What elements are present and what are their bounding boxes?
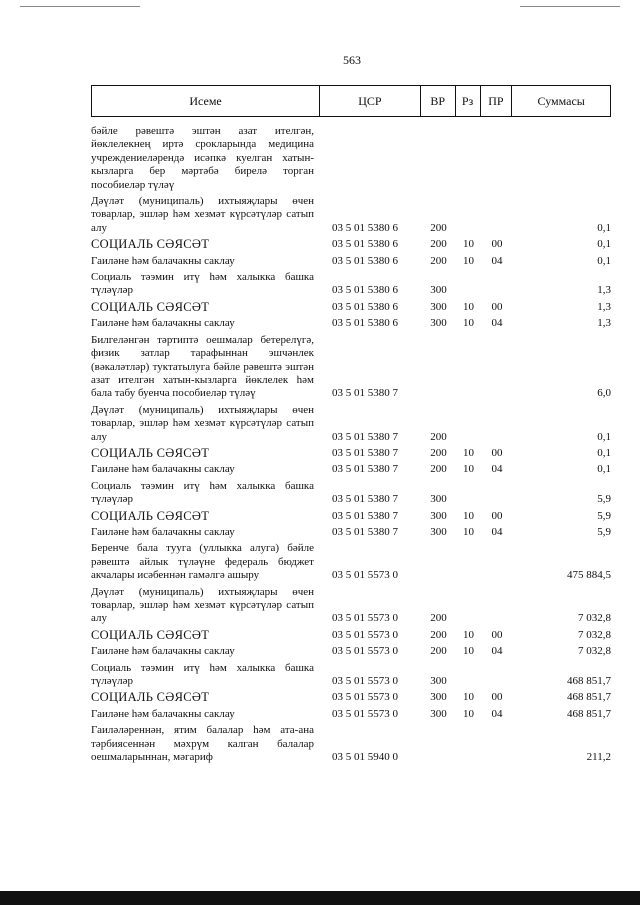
row-name: Дәүләт (муниципаль) ихтыяҗлары өчен товарлар, эшләр һәм хезмәт күрсәтүләр сатып алу: [91, 403, 314, 443]
row-sum: 211,2: [586, 751, 611, 764]
table-row: [91, 542, 611, 582]
row-csr: 03 5 01 5380 7: [332, 446, 398, 459]
row-sum: 6,0: [597, 387, 611, 400]
row-csr: 03 5 01 5380 6: [332, 317, 398, 330]
table-row: [91, 586, 611, 626]
row-sum: 0,1: [597, 238, 611, 251]
row-name: СОЦИАЛЬ СӘЯСӘТ: [91, 299, 210, 314]
row-pr: 04: [491, 525, 503, 538]
row-vr: 300: [430, 284, 447, 297]
row-name: Социаль тәэмин итү һәм халыкка башка түләүләр: [91, 661, 314, 688]
row-rz: 10: [463, 645, 474, 658]
row-csr: 03 5 01 5380 7: [332, 430, 398, 443]
row-vr: 200: [430, 645, 447, 658]
row-sum: 0,1: [597, 463, 611, 476]
row-sum: 1,3: [597, 300, 611, 313]
row-csr: 03 5 01 5573 0: [332, 707, 398, 720]
row-sum: 7 032,8: [578, 612, 611, 625]
table-row: [91, 463, 611, 476]
row-rz: 10: [463, 691, 474, 704]
page-number: 563: [343, 53, 361, 67]
header-csr: ЦСР: [320, 86, 421, 116]
row-csr: 03 5 01 5573 0: [332, 628, 398, 641]
row-rz: 10: [463, 446, 474, 459]
row-csr: 03 5 01 5380 7: [332, 509, 398, 522]
row-csr: 03 5 01 5573 0: [332, 691, 398, 704]
row-csr: 03 5 01 5380 7: [332, 387, 398, 400]
row-name: СОЦИАЛЬ СӘЯСӘТ: [91, 508, 210, 523]
row-csr: 03 5 01 5380 6: [332, 238, 398, 251]
row-vr: 300: [430, 300, 447, 313]
row-vr: 200: [430, 254, 447, 267]
table-row: [91, 195, 611, 235]
row-vr: 300: [430, 707, 447, 720]
table-row: [91, 662, 611, 689]
row-sum: 1,3: [597, 284, 611, 297]
row-pr: 00: [491, 300, 503, 313]
row-csr: 03 5 01 5573 0: [332, 645, 398, 658]
table-row: [91, 255, 611, 268]
row-csr: 03 5 01 5380 7: [332, 463, 398, 476]
row-name: Гаиләне һәм балачакны саклау: [91, 463, 235, 476]
table-row: [91, 629, 611, 642]
row-sum: 0,1: [597, 446, 611, 459]
row-name: СОЦИАЛЬ СӘЯСӘТ: [91, 627, 210, 642]
row-name: Гаиләне һәм балачакны саклау: [91, 317, 235, 330]
table-row: [91, 334, 611, 401]
row-csr: 03 5 01 5380 7: [332, 525, 398, 538]
row-vr: 200: [430, 446, 447, 459]
row-rz: 10: [463, 525, 474, 538]
row-csr: 03 5 01 5380 6: [332, 284, 398, 297]
row-name: Социаль тәэмин итү һәм халыкка башка түләүләр: [91, 271, 314, 297]
table-row: [91, 645, 611, 658]
row-sum: 5,9: [597, 493, 611, 506]
row-vr: 300: [430, 675, 447, 688]
row-rz: 10: [463, 300, 474, 313]
row-name: Дәүләт (муниципаль) ихтыяҗлары өчен товарлар, эшләр һәм хезмәт күрсәтүләр сатып алу: [91, 585, 314, 625]
row-pr: 00: [491, 238, 503, 251]
row-vr: 200: [430, 612, 447, 625]
row-vr: 200: [430, 628, 447, 641]
scan-edge: [0, 891, 640, 905]
row-pr: 00: [491, 628, 503, 641]
row-vr: 200: [430, 221, 447, 234]
row-csr: 03 5 01 5380 6: [332, 254, 398, 267]
row-pr: 04: [491, 645, 503, 658]
row-rz: 10: [463, 317, 474, 330]
row-rz: 10: [463, 254, 474, 267]
row-sum: 468 851,7: [567, 691, 611, 704]
row-vr: 300: [430, 493, 447, 506]
table-header: [91, 85, 611, 117]
row-rz: 10: [463, 238, 474, 251]
row-vr: 200: [430, 430, 447, 443]
row-vr: 200: [430, 463, 447, 476]
row-name: Гаиләләреннән, ятим балалар һәм ата-ана тәрбиясеннән мәхрүм калган балалар оешмаларыннан, мәгариф: [91, 724, 314, 764]
row-name: Гаиләне һәм балачакны саклау: [91, 645, 235, 658]
row-sum: 468 851,7: [567, 707, 611, 720]
table-row: [91, 526, 611, 539]
row-rz: 10: [463, 509, 474, 522]
table-row: [91, 708, 611, 721]
row-csr: 03 5 01 5573 0: [332, 675, 398, 688]
row-vr: 300: [430, 509, 447, 522]
row-vr: 300: [430, 317, 447, 330]
row-sum: 1,3: [597, 317, 611, 330]
row-name: СОЦИАЛЬ СӘЯСӘТ: [91, 237, 210, 252]
row-pr: 04: [491, 317, 503, 330]
row-name: Гаиләне һәм балачакны саклау: [91, 254, 235, 267]
header-sum: Суммасы: [537, 93, 585, 108]
row-sum: 468 851,7: [567, 675, 611, 688]
table-row: [91, 317, 611, 330]
row-name: Беренче бала тууга (уллыкка алуга) бәйле рәвештә айлык түләүне федераль бюджет акчалары исәбеннән гамәлгә ашыру: [91, 542, 314, 582]
row-name: СОЦИАЛЬ СӘЯСӘТ: [91, 445, 210, 460]
table-row: [91, 404, 611, 444]
table-row: [91, 447, 611, 460]
row-pr: 00: [491, 446, 503, 459]
table-row: [91, 301, 611, 314]
row-name: Дәүләт (муниципаль) ихтыяҗлары өчен товарлар, эшләр һәм хезмәт күрсәтүләр сатып алу: [91, 195, 314, 234]
row-sum: 5,9: [597, 525, 611, 538]
row-rz: 10: [463, 463, 474, 476]
row-vr: 200: [430, 238, 447, 251]
row-name: Билгеләнгән тәртиптә оешмалар бетерелүгә, физик затлар тарафыннан эшчәнлек (вәкаләтләр) туктатылуга бәйле рәвештә эштән азат ителгән хатын-кызларга йөклелек һәм бала табу буенча пособиеләр түләү: [91, 333, 314, 400]
table-row: [91, 724, 611, 764]
row-rz: 10: [463, 628, 474, 641]
header-vr: ВР: [421, 86, 456, 116]
row-sum: 0,1: [597, 221, 611, 234]
row-rz: 10: [463, 707, 474, 720]
row-sum: 0,1: [597, 430, 611, 443]
row-name: Социаль тәэмин итү һәм халыкка башка түләүләр: [91, 479, 314, 506]
row-pr: 00: [491, 691, 503, 704]
row-sum: 7 032,8: [578, 645, 611, 658]
row-csr: 03 5 01 5380 6: [332, 221, 398, 234]
table-row: [91, 271, 611, 298]
row-name: Гаиләне һәм балачакны саклау: [91, 707, 235, 720]
row-sum: 5,9: [597, 509, 611, 522]
table-row: [91, 691, 611, 704]
row-pr: 04: [491, 707, 503, 720]
row-pr: 00: [491, 509, 503, 522]
row-name: Гаиләне һәм балачакны саклау: [91, 525, 235, 538]
header-name: Исеме: [92, 86, 320, 116]
row-csr: 03 5 01 5380 6: [332, 300, 398, 313]
header-pr: ПР: [481, 86, 513, 116]
table-row: [91, 510, 611, 523]
row-sum: 0,1: [597, 254, 611, 267]
table-row: [91, 238, 611, 251]
table-row: [91, 480, 611, 507]
row-csr: 03 5 01 5573 0: [332, 612, 398, 625]
row-vr: 300: [430, 691, 447, 704]
table-body: [91, 125, 611, 764]
row-pr: 04: [491, 254, 503, 267]
row-sum: 475 884,5: [567, 569, 611, 582]
header-rz: Рз: [456, 86, 481, 116]
row-name: бәйле рәвештә эштән азат ителгән, йөклелекнең иртә срокларында медицина учреждениеләрендә исәпкә куелган хатын-кызларга бер мәртәбә бирелә торган пособиеләр түләү: [91, 125, 314, 191]
row-name: СОЦИАЛЬ СӘЯСӘТ: [91, 690, 210, 705]
table-row: [91, 125, 611, 192]
row-csr: 03 5 01 5940 0: [332, 751, 398, 764]
row-csr: 03 5 01 5573 0: [332, 569, 398, 582]
row-csr: 03 5 01 5380 7: [332, 493, 398, 506]
row-vr: 300: [430, 525, 447, 538]
row-sum: 7 032,8: [578, 628, 611, 641]
row-pr: 04: [491, 463, 503, 476]
